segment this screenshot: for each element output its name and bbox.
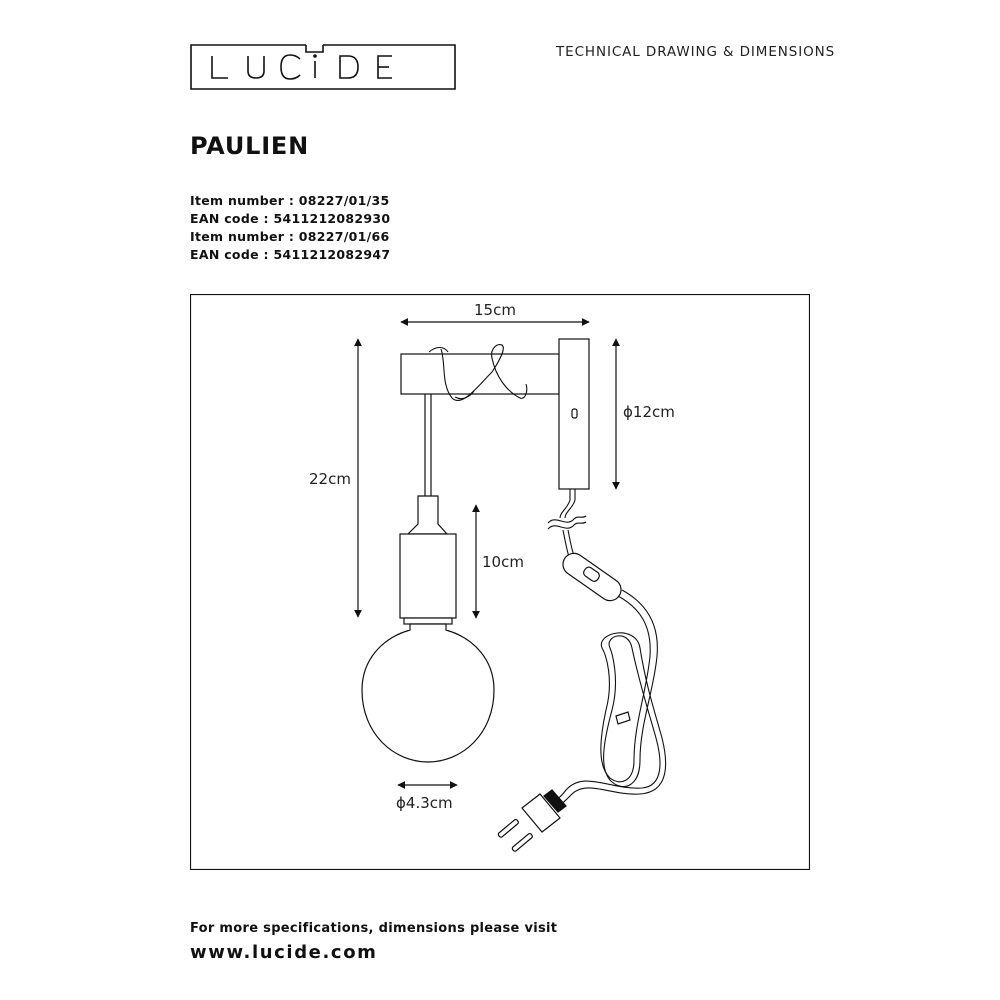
inline-switch xyxy=(559,549,626,605)
socket-body xyxy=(400,534,456,618)
height-label: 22cm xyxy=(309,470,351,488)
header-title: TECHNICAL DRAWING & DIMENSIONS xyxy=(556,44,836,60)
footer-text: For more specifications, dimensions please visit xyxy=(190,921,558,936)
lamp-arm xyxy=(401,354,559,394)
item-number-1: Item number : 08227/01/35 xyxy=(190,193,390,208)
technical-drawing xyxy=(190,294,810,870)
product-name: PAULIEN xyxy=(190,132,310,160)
base-diameter-label: ϕ12cm xyxy=(623,403,675,421)
ean-code-2: EAN code : 5411212082947 xyxy=(190,247,391,262)
footer-url[interactable]: www.lucide.com xyxy=(190,942,378,963)
item-number-2: Item number : 08227/01/66 xyxy=(190,229,390,244)
wall-plate xyxy=(559,339,589,489)
lucide-logo xyxy=(190,44,456,90)
width-label: 15cm xyxy=(474,301,516,319)
ean-code-1: EAN code : 5411212082930 xyxy=(190,211,391,226)
bulb-diameter-label: ϕ4.3cm xyxy=(396,794,453,812)
product-codes xyxy=(190,192,390,264)
socket-collar xyxy=(408,496,447,534)
socket-height-label: 10cm xyxy=(482,553,524,571)
globe-bulb xyxy=(362,624,494,762)
